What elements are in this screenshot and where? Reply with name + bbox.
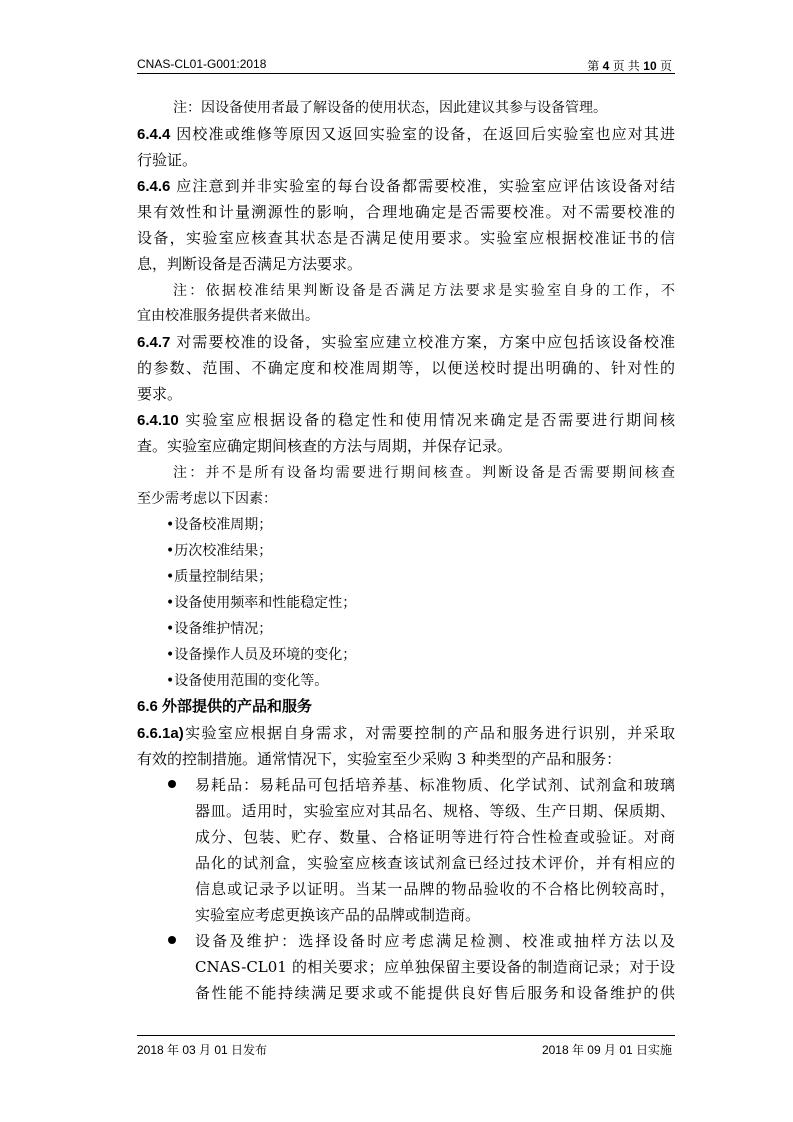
issue-date: 2018 年 03 月 01 日发布: [137, 1043, 268, 1057]
clause-6-4-4-line-2: 行验证。: [137, 151, 198, 169]
consumables-line-5: 信息或记录予以证明。当某一品牌的物品验收的不合格比例较高时，: [195, 880, 675, 898]
note-6-4-6-line-1: 注：依据校准结果判断设备是否满足方法要求是实验室自身的工作，不: [173, 283, 675, 299]
clause-6-4-10-line-2: 查。实验室应确定期间核查的方法与周期，并保存记录。: [137, 437, 513, 455]
clause-6-4-7-line-1: 6.4.7 对需要校准的设备，实验室应建立校准方案，方案中应包括该设备校准: [137, 333, 675, 351]
section-6-6-heading: 6.6 外部提供的产品和服务: [137, 698, 313, 715]
factor-item: •设备校准周期；: [166, 517, 273, 533]
factor-item: •设备使用范围的变化等。: [166, 673, 329, 689]
clause-number: 6.6.1a): [137, 725, 184, 742]
clause-6-4-7-line-2: 的参数、范围、不确定度和校准周期等，以便送校时提出明确的、针对性的: [137, 359, 675, 377]
clause-6-4-7-line-3: 要求。: [137, 385, 183, 403]
factor-item: •设备维护情况；: [166, 621, 273, 637]
consumables-line-2: 器皿。适用时，实验室应对其品名、规格、等级、生产日期、保质期、: [195, 802, 675, 820]
factor-item: •设备使用频率和性能稳定性；: [166, 595, 357, 611]
note-equipment-users: 注：因设备使用者最了解设备的使用状态，因此建议其参与设备管理。: [173, 100, 607, 116]
page-header: [137, 57, 675, 73]
note-6-4-10-line-2: 至少需考虑以下因素：: [137, 491, 277, 507]
factor-item: •历次校准结果；: [166, 543, 273, 559]
consumables-line-4: 品化的试剂盒，实验室应核查该试剂盒已经过技术评价，并有相应的: [195, 854, 675, 872]
clause-number: 6.4.6: [137, 178, 171, 195]
equipment-line-1: 设备及维护：选择设备时应考虑满足检测、校准或抽样方法以及: [195, 932, 675, 950]
consumables-line-3: 成分、包装、贮存、数量、合格证明等进行符合性检查或验证。对商: [195, 828, 675, 846]
clause-6-4-6-line-1: 6.4.6 应注意到并非实验室的每台设备都需要校准，实验室应评估该设备对结: [137, 177, 675, 195]
bullet-icon: [168, 780, 176, 788]
clause-number: 6.4.4: [137, 126, 171, 143]
clause-6-4-4-line-1: 6.4.4 因校准或维修等原因又返回实验室的设备，在返回后实验室也应对其进: [137, 125, 675, 143]
clause-6-6-1a-line-1: 6.6.1a)实验室应根据自身需求，对需要控制的产品和服务进行识别，并采取: [137, 724, 675, 742]
consumables-line-6: 实验室应考虑更换该产品的品牌或制造商。: [195, 906, 481, 924]
doc-id: CNAS-CL01-G001:2018: [137, 57, 267, 71]
page-footer: [137, 1041, 675, 1057]
clause-6-4-6-line-4: 息，判断设备是否满足方法要求。: [137, 255, 363, 273]
page-number: 第 4 页 共 10 页: [587, 59, 672, 73]
factor-item: •设备操作人员及环境的变化；: [166, 647, 357, 663]
factor-item: •质量控制结果；: [166, 569, 273, 585]
clause-6-4-6-line-2: 果有效性和计量溯源性的影响，合理地确定是否需要校准。对不需要校准的: [137, 203, 675, 221]
note-6-4-6-line-2: 宜由校准服务提供者来做出。: [137, 308, 319, 324]
footer-rule: [137, 1035, 675, 1036]
clause-6-6-1a-line-2: 有效的控制措施。通常情况下，实验室至少采购 3 种类型的产品和服务：: [137, 750, 622, 768]
note-6-4-10-line-1: 注：并不是所有设备均需要进行期间核查。判断设备是否需要期间核查: [173, 465, 675, 481]
effective-date: 2018 年 09 月 01 日实施: [541, 1043, 672, 1057]
equipment-line-2: CNAS-CL01 的相关要求；应单独保留主要设备的制造商记录；对于设: [195, 958, 675, 976]
clause-number: 6.4.10: [137, 412, 179, 429]
clause-number: 6.4.7: [137, 334, 171, 351]
clause-6-4-6-line-3: 设备，实验室应核查其状态是否满足使用要求。实验室应根据校准证书的信: [137, 229, 675, 247]
clause-6-4-10-line-1: 6.4.10 实验室应根据设备的稳定性和使用情况来确定是否需要进行期间核: [137, 411, 675, 429]
consumables-line-1: 易耗品：易耗品可包括培养基、标准物质、化学试剂、试剂盒和玻璃: [195, 776, 675, 794]
equipment-line-3: 备性能不能持续满足要求或不能提供良好售后服务和设备维护的供: [195, 984, 675, 1002]
header-rule: [137, 73, 675, 74]
bullet-icon: [168, 936, 176, 944]
